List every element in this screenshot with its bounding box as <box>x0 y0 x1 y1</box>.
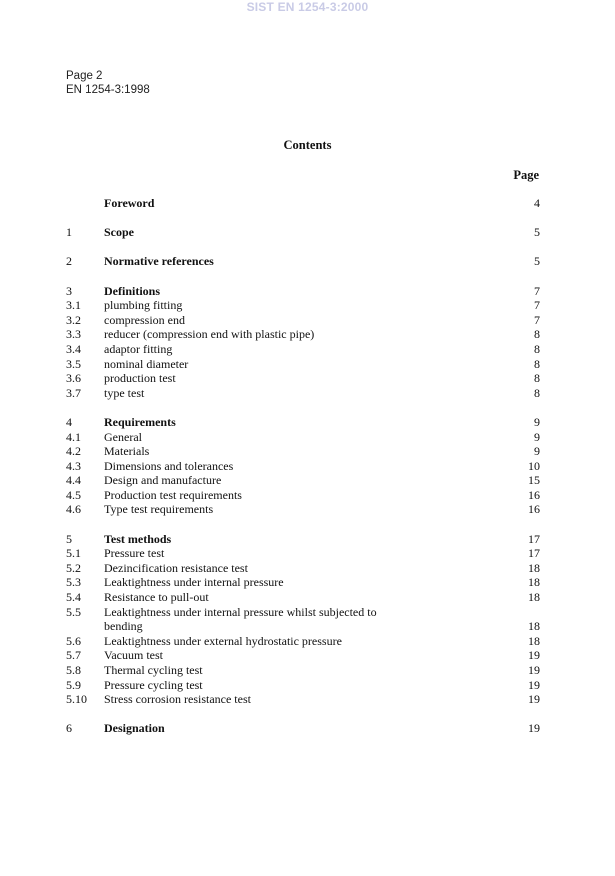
toc-number: 3.6 <box>66 371 81 386</box>
toc-section-row[interactable] <box>66 721 540 736</box>
toc-number: 6 <box>66 721 72 736</box>
toc-page-number: 18 <box>528 633 540 648</box>
toc-title: nominal diameter <box>104 356 189 371</box>
toc-page-number: 19 <box>528 721 540 736</box>
toc-entry-row[interactable] <box>66 444 540 459</box>
toc-entry-row[interactable] <box>66 298 540 313</box>
page-column-heading: Page <box>513 168 539 182</box>
toc-page-number: 19 <box>528 677 540 692</box>
toc-page-number: 8 <box>534 327 540 342</box>
toc-title: Designation <box>104 721 165 736</box>
toc-entry-row[interactable] <box>66 313 540 328</box>
toc-entry-row[interactable] <box>66 648 540 663</box>
toc-page-number: 8 <box>534 385 540 400</box>
page-number-label: Page 2 <box>66 70 103 82</box>
toc-title: Pressure test <box>104 546 165 561</box>
toc-number: 4.4 <box>66 473 81 488</box>
toc-number: 5.1 <box>66 546 81 561</box>
toc-title: Definitions <box>104 283 161 298</box>
toc-page-number: 7 <box>534 312 540 327</box>
toc-number: 3.3 <box>66 327 81 342</box>
toc-section-row[interactable] <box>66 225 540 240</box>
toc-number: 4 <box>66 414 72 429</box>
toc-title: Pressure cycling test <box>104 677 203 692</box>
toc-page-number: 8 <box>534 341 540 356</box>
toc-page-number: 19 <box>528 648 540 663</box>
toc-title: Normative references <box>104 254 214 269</box>
toc-number: 5 <box>66 531 72 546</box>
table-of-contents <box>66 196 540 736</box>
toc-page-number: 17 <box>528 531 540 546</box>
toc-title: Type test requirements <box>104 502 214 517</box>
toc-entry-row[interactable] <box>66 663 540 678</box>
toc-entry-row[interactable] <box>66 430 540 445</box>
toc-entry-row[interactable] <box>66 473 540 488</box>
toc-title: Requirements <box>104 414 176 429</box>
toc-number: 5.6 <box>66 633 81 648</box>
toc-page-number: 4 <box>534 196 540 210</box>
toc-number: 3.4 <box>66 341 81 356</box>
toc-number: 3.2 <box>66 312 81 327</box>
toc-entry-row[interactable] <box>66 575 540 590</box>
toc-title: Vacuum test <box>104 648 163 663</box>
toc-page-number: 9 <box>534 444 540 459</box>
toc-title: Resistance to pull-out <box>104 590 209 605</box>
toc-title: reducer (compression end with plastic pipe) <box>104 327 315 342</box>
toc-title: Scope <box>104 225 134 240</box>
toc-page-number: 8 <box>534 371 540 386</box>
toc-page-number: 5 <box>534 225 540 240</box>
toc-title: plumbing fitting <box>104 298 183 313</box>
toc-title: Leaktightness under internal pressure whilst subjected to bending <box>104 604 377 634</box>
toc-page-number: 15 <box>528 473 540 488</box>
toc-entry-row[interactable] <box>66 546 540 561</box>
toc-title: Thermal cycling test <box>104 663 203 677</box>
toc-title: production test <box>104 371 176 386</box>
toc-entry-row[interactable] <box>66 605 540 634</box>
toc-entry-row[interactable] <box>66 692 540 707</box>
toc-number: 3.7 <box>66 385 81 400</box>
contents-title: Contents <box>283 138 332 152</box>
watermark: SIST EN 1254-3:2000 <box>246 0 369 14</box>
toc-page-number: 16 <box>528 487 540 502</box>
toc-number: 1 <box>66 225 72 240</box>
toc-number: 4.3 <box>66 458 81 473</box>
toc-title: Dezincification resistance test <box>104 560 248 575</box>
toc-entry-row[interactable] <box>66 561 540 576</box>
toc-number: 5.9 <box>66 677 81 692</box>
toc-number: 4.6 <box>66 502 81 517</box>
toc-entry-row[interactable] <box>66 502 540 517</box>
toc-page-number: 18 <box>528 590 540 605</box>
toc-page-number: 19 <box>528 692 540 707</box>
toc-title: Dimensions and tolerances <box>104 458 234 473</box>
toc-page-number: 19 <box>528 663 540 677</box>
toc-page-number: 18 <box>528 560 540 575</box>
toc-section-row[interactable] <box>66 415 540 430</box>
toc-section-row[interactable] <box>66 196 540 211</box>
toc-number: 4.2 <box>66 444 81 459</box>
toc-page-number: 10 <box>528 458 540 473</box>
toc-title: Production test requirements <box>104 487 242 502</box>
toc-number: 2 <box>66 254 72 269</box>
toc-title: Leaktightness under internal pressure <box>104 575 284 590</box>
toc-number: 3.5 <box>66 356 81 371</box>
toc-page-number: 7 <box>534 298 540 313</box>
toc-number: 5.7 <box>66 648 81 663</box>
toc-page-number: 7 <box>534 283 540 298</box>
toc-page-number: 17 <box>528 546 540 561</box>
toc-page-number: 9 <box>534 429 540 444</box>
toc-title: Foreword <box>104 196 155 210</box>
toc-title: General <box>104 429 142 444</box>
toc-title: Design and manufacture <box>104 473 222 488</box>
standard-identifier: EN 1254-3:1998 <box>66 84 150 96</box>
toc-page-number: 5 <box>534 254 540 269</box>
toc-title: Materials <box>104 444 150 459</box>
toc-page-number: 9 <box>534 414 540 429</box>
toc-number: 5.10 <box>66 692 87 707</box>
toc-number: 3.1 <box>66 298 81 313</box>
toc-number: 5.5 <box>66 604 81 619</box>
toc-number: 4.1 <box>66 429 81 444</box>
toc-entry-row[interactable] <box>66 634 540 649</box>
toc-title: Stress corrosion resistance test <box>104 692 251 707</box>
toc-title: Test methods <box>104 531 172 546</box>
toc-number: 3 <box>66 283 72 298</box>
toc-entry-row[interactable] <box>66 488 540 503</box>
toc-section-row[interactable] <box>66 284 540 299</box>
toc-title: adaptor fitting <box>104 341 173 356</box>
toc-number: 5.3 <box>66 575 81 590</box>
toc-entry-row[interactable] <box>66 357 540 372</box>
toc-section-row[interactable] <box>66 532 540 547</box>
toc-page-number: 8 <box>534 356 540 371</box>
toc-entry-row[interactable] <box>66 590 540 605</box>
toc-title: Leaktightness under external hydrostatic pressure <box>104 633 342 648</box>
toc-page-number: 18 <box>528 619 540 634</box>
toc-number: 5.8 <box>66 663 81 677</box>
toc-entry-row[interactable] <box>66 342 540 357</box>
toc-entry-row[interactable] <box>66 386 540 401</box>
toc-number: 4.5 <box>66 487 81 502</box>
toc-page-number: 18 <box>528 575 540 590</box>
toc-entry-row[interactable] <box>66 371 540 386</box>
toc-number: 5.2 <box>66 560 81 575</box>
toc-entry-row[interactable] <box>66 459 540 474</box>
toc-page-number: 16 <box>528 502 540 517</box>
toc-entry-row[interactable] <box>66 678 540 693</box>
toc-section-row[interactable] <box>66 254 540 269</box>
toc-number: 5.4 <box>66 590 81 605</box>
toc-entry-row[interactable] <box>66 327 540 342</box>
toc-title: type test <box>104 385 145 400</box>
toc-title: compression end <box>104 312 185 327</box>
